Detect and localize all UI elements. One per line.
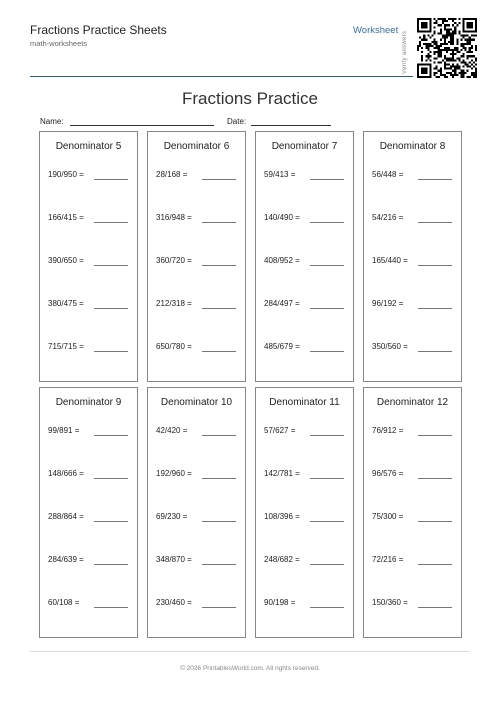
problem-text: 350/560 = <box>372 342 408 351</box>
answer-blank[interactable] <box>418 607 452 608</box>
problem-text: 150/360 = <box>372 598 408 607</box>
problem-text: 165/440 = <box>372 256 408 265</box>
problem-text: 284/497 = <box>264 299 300 308</box>
problem-text: 75/300 = <box>372 512 404 521</box>
answer-blank[interactable] <box>94 478 128 479</box>
problem-text: 408/952 = <box>264 256 300 265</box>
box-title: Denominator 9 <box>55 397 122 408</box>
worksheet-tag: Worksheet <box>353 25 399 36</box>
answer-blank[interactable] <box>94 308 128 309</box>
problem-item <box>156 170 187 179</box>
problem-text: 96/576 = <box>372 469 404 478</box>
problem-text: 60/108 = <box>48 598 80 607</box>
problem-item <box>264 555 300 564</box>
problem-text: 72/216 = <box>372 555 404 564</box>
problem-item <box>372 598 408 607</box>
problem-box <box>363 387 462 638</box>
answer-blank[interactable] <box>310 222 344 223</box>
problem-item <box>264 170 295 179</box>
problem-text: 316/948 = <box>156 213 192 222</box>
problem-item <box>372 426 403 435</box>
answer-blank[interactable] <box>418 521 452 522</box>
problem-item <box>264 299 300 308</box>
answer-blank[interactable] <box>202 265 236 266</box>
problem-item <box>48 170 84 179</box>
problem-text: 230/460 = <box>156 598 192 607</box>
problem-item <box>48 299 84 308</box>
problem-box <box>255 131 354 382</box>
problem-item <box>48 426 79 435</box>
date-field[interactable] <box>251 125 331 126</box>
answer-blank[interactable] <box>202 179 236 180</box>
problem-text: 57/627 = <box>264 426 296 435</box>
problem-item <box>264 469 300 478</box>
answer-blank[interactable] <box>202 478 236 479</box>
problem-text: 69/230 = <box>156 512 188 521</box>
problem-item <box>156 555 192 564</box>
problem-box <box>147 131 246 382</box>
problem-item <box>156 512 187 521</box>
problem-text: 140/490 = <box>264 213 300 222</box>
page-title: Fractions Practice <box>181 89 319 108</box>
problem-text: 42/420 = <box>156 426 188 435</box>
problem-box <box>363 131 462 382</box>
answer-blank[interactable] <box>418 222 452 223</box>
problem-text: 190/950 = <box>48 170 84 179</box>
problem-item <box>372 256 408 265</box>
problem-item <box>48 555 84 564</box>
problem-item <box>156 299 192 308</box>
problem-text: 90/198 = <box>264 598 296 607</box>
problem-text: 380/475 = <box>48 299 84 308</box>
problem-item <box>264 512 300 521</box>
problem-item <box>372 299 403 308</box>
problem-item <box>48 213 84 222</box>
header-subtitle: math-worksheets <box>30 39 88 48</box>
answer-blank[interactable] <box>310 308 344 309</box>
problem-text: 360/720 = <box>156 256 192 265</box>
answer-blank[interactable] <box>94 521 128 522</box>
date-label: Date: <box>227 117 247 126</box>
problem-item <box>264 598 295 607</box>
answer-blank[interactable] <box>418 351 452 352</box>
answer-blank[interactable] <box>310 179 344 180</box>
answer-blank[interactable] <box>310 435 344 436</box>
bottom-rule <box>30 651 470 652</box>
answer-blank[interactable] <box>94 564 128 565</box>
problem-box <box>147 387 246 638</box>
problem-item <box>48 512 84 521</box>
problem-text: 142/781 = <box>264 469 300 478</box>
answer-blank[interactable] <box>202 308 236 309</box>
answer-blank[interactable] <box>418 564 452 565</box>
box-title: Denominator 11 <box>269 397 340 408</box>
answer-blank[interactable] <box>418 435 452 436</box>
answer-blank[interactable] <box>418 265 452 266</box>
answer-blank[interactable] <box>202 607 236 608</box>
box-title: Denominator 6 <box>163 141 230 152</box>
problem-item <box>372 213 403 222</box>
problem-text: 96/192 = <box>372 299 404 308</box>
problem-item <box>48 342 84 351</box>
problem-text: 54/216 = <box>372 213 404 222</box>
answer-blank[interactable] <box>310 478 344 479</box>
problem-text: 148/666 = <box>48 469 84 478</box>
problem-item <box>264 426 295 435</box>
answer-blank[interactable] <box>94 607 128 608</box>
problem-text: 248/682 = <box>264 555 300 564</box>
answer-blank[interactable] <box>94 179 128 180</box>
answer-blank[interactable] <box>310 521 344 522</box>
problem-item <box>156 426 187 435</box>
problem-item <box>264 342 300 351</box>
problem-text: 166/415 = <box>48 213 84 222</box>
answer-blank[interactable] <box>202 435 236 436</box>
problem-text: 192/960 = <box>156 469 192 478</box>
answer-blank[interactable] <box>310 265 344 266</box>
answer-blank[interactable] <box>94 222 128 223</box>
answer-blank[interactable] <box>418 308 452 309</box>
answer-blank[interactable] <box>94 265 128 266</box>
answer-blank[interactable] <box>202 222 236 223</box>
problem-item <box>48 256 84 265</box>
problem-item <box>372 469 403 478</box>
problem-item <box>48 469 84 478</box>
answer-blank[interactable] <box>418 179 452 180</box>
answer-blank[interactable] <box>310 564 344 565</box>
problem-box <box>39 131 138 382</box>
box-title: Denominator 8 <box>379 141 446 152</box>
problem-text: 650/780 = <box>156 342 192 351</box>
problem-item <box>372 512 403 521</box>
box-title: Denominator 7 <box>271 141 338 152</box>
name-field[interactable] <box>70 125 214 126</box>
answer-blank[interactable] <box>202 564 236 565</box>
problem-text: 348/870 = <box>156 555 192 564</box>
header-rule <box>30 76 413 77</box>
problem-box <box>39 387 138 638</box>
verify-answers-label: Verify answers <box>402 30 408 74</box>
problem-text: 715/715 = <box>48 342 84 351</box>
problem-item <box>372 555 403 564</box>
problem-item <box>156 342 192 351</box>
answer-blank[interactable] <box>202 521 236 522</box>
answer-blank[interactable] <box>310 351 344 352</box>
problem-item <box>372 342 408 351</box>
answer-blank[interactable] <box>418 478 452 479</box>
problem-text: 56/448 = <box>372 170 404 179</box>
problem-text: 288/864 = <box>48 512 84 521</box>
answer-blank[interactable] <box>202 351 236 352</box>
qr-code-icon <box>417 18 477 78</box>
problem-item <box>156 469 192 478</box>
problem-item <box>156 213 192 222</box>
answer-blank[interactable] <box>94 435 128 436</box>
problem-text: 108/396 = <box>264 512 300 521</box>
problem-item <box>48 598 79 607</box>
footer-copyright: © 2026 PrintablesWorld.com. All rights reserved. <box>180 665 320 672</box>
box-title: Denominator 5 <box>55 141 122 152</box>
problem-text: 284/639 = <box>48 555 84 564</box>
header-title: Fractions Practice Sheets <box>30 23 167 37</box>
problem-text: 485/679 = <box>264 342 300 351</box>
problem-item <box>372 170 403 179</box>
problem-text: 390/650 = <box>48 256 84 265</box>
problem-text: 212/318 = <box>156 299 192 308</box>
problem-text: 99/891 = <box>48 426 80 435</box>
answer-blank[interactable] <box>94 351 128 352</box>
problem-item <box>156 598 192 607</box>
problem-text: 59/413 = <box>264 170 296 179</box>
problem-text: 28/168 = <box>156 170 188 179</box>
box-title: Denominator 12 <box>376 397 449 408</box>
problem-text: 76/912 = <box>372 426 404 435</box>
problem-item <box>264 213 300 222</box>
name-label: Name: <box>40 117 64 126</box>
box-title: Denominator 10 <box>160 397 233 408</box>
problem-item <box>156 256 192 265</box>
problem-item <box>264 256 300 265</box>
problem-box <box>255 387 354 638</box>
answer-blank[interactable] <box>310 607 344 608</box>
